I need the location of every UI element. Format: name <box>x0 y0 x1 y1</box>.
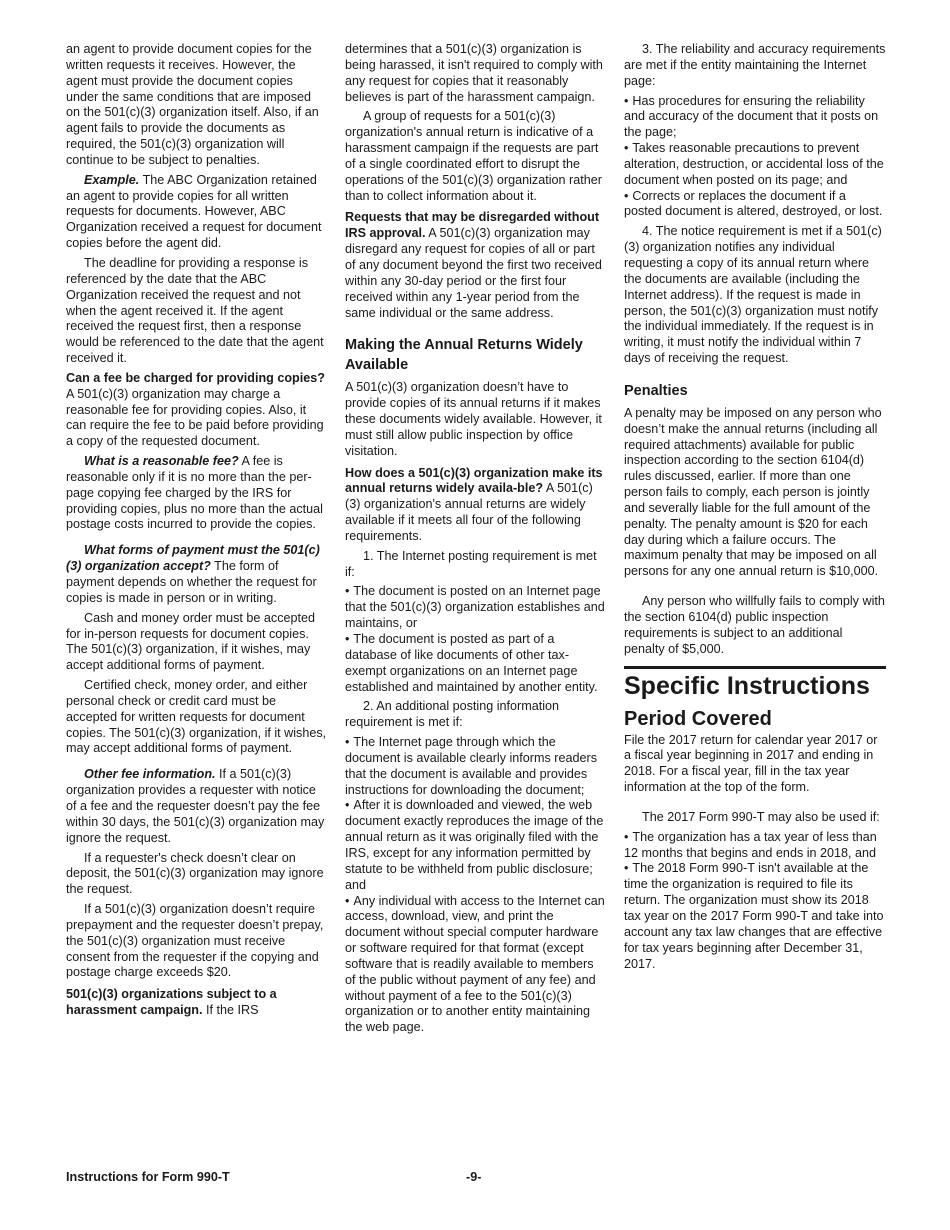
specific-instructions-heading: Specific Instructions <box>624 671 870 700</box>
paragraph: A 501(c)(3) organization doesn’t have to provide copies of its annual returns if it makes these documents widely available. However, it must still allow public inspection by office visitation. <box>345 380 602 458</box>
how-text: A 501(c)(3) organization's annual returns are widely available if it meets all four of the following requirements. <box>345 481 593 543</box>
column-2 <box>345 42 607 1036</box>
paragraph: A penalty may be imposed on any person who doesn’t make the annual returns (including all required attachments) available for public inspection according to the section 6104(d) rules discussed, earlier. If more than one person fails to comply, each person is jointly and severally liable for the full amount of the penalty. The penalty amount is $20 for each day during which a failure occurs. The maximum penalty that may be imposed on all persons for any one annual return is $10,000. <box>624 405 882 579</box>
fee-question-text: A 501(c)(3) organization may charge a reasonable fee for providing copies. Also, it can require the fee to be paid before providing a copy of the requested document. <box>66 386 324 449</box>
spacer <box>624 584 886 594</box>
example-lead: Example. <box>84 172 140 187</box>
bullet-item: • Any individual with access to the Internet can access, download, view, and print the document without special computer hardware or software required for that format (except software that is readily available to members of the public without payment of any fee) and without payment of a fee to the 501(c)(3) organization or to another entity maintaining the web page. <box>345 894 607 1037</box>
payment-lead: What forms of payment must the 501(c)(3) organization accept? <box>66 543 320 574</box>
footer-form-title: Instructions for Form 990-T <box>66 1170 230 1184</box>
other-fee-text: If a 501(c)(3) organization provides a requester with notice of a fee and the requester doesn’t pay the fee within 30 days, the 501(c)(3) organization may ignore the request. <box>66 767 325 845</box>
fee-question-lead: Can a fee be charged for providing copies? <box>66 370 325 385</box>
paragraph: Any person who willfully fails to comply with the section 6104(d) public inspection requirements is subject to an additional penalty of $5,000. <box>624 594 885 656</box>
disregard-text: A 501(c)(3) organization may disregard any request for copies of all or part of any document beyond the first two received within any 30-day period or the first four received within any 1-year period from the same individual or the same address. <box>345 226 602 320</box>
example-text: The ABC Organization retained an agent to provide copies for all written requests for documents. However, ABC Organization received a request for document copies before the agent did. <box>66 172 322 251</box>
requirement-1: 1. The Internet posting requirement is met if: <box>345 548 597 579</box>
harassment-lead: 501(c)(3) organizations subject to a harassment campaign. <box>66 987 277 1018</box>
bullet-item: • The document is posted as part of a database of like documents of other tax-exempt organizations on an Internet page established and maintained by another entity. <box>345 632 607 695</box>
paragraph: determines that a 501(c)(3) organization is being harassed, it isn't required to comply with any request for copies that it reasonably believes is part of the harassment campaign. <box>345 42 603 104</box>
bullet-item: • The organization has a tax year of less than 12 months that begins and ends in 2018, and <box>624 830 886 862</box>
example-paragraph <box>66 173 328 252</box>
reasonable-fee-text: A fee is reasonable only if it is no more than the per-page copying fee charged by the IRS for providing copies, plus no more than the actual postage costs incurred to provide the copies. <box>66 454 323 532</box>
bullet-item: • Has procedures for ensuring the reliability and accuracy of the document that it posts on the page; <box>624 94 886 142</box>
how-lead: How does a 501(c)(3) organization make its annual returns widely availa-ble? <box>345 465 603 496</box>
bullet-item: • After it is downloaded and viewed, the web document exactly reproduces the image of the annual return as it was originally filed with the IRS, except for any information permitted by statute to be withheld from public disclosure; and <box>345 798 607 893</box>
requirement-3: 3. The reliability and accuracy requirements are met if the entity maintaining the Internet page: <box>624 42 886 88</box>
paragraph: an agent to provide document copies for the written requests it receives. However, the agent must provide the document copies under the same conditions that are imposed on the 501(c)(3) organization itself. Also, if an agent fails to provide the documents as required, the 501(c)(3) organization will continue to be subject to penalties. <box>66 42 319 167</box>
payment-text: The form of payment depends on whether the request for copies is made in person or in writing. <box>66 559 317 605</box>
period-covered-heading: Period Covered <box>624 707 772 730</box>
fee-question-paragraph <box>66 371 328 450</box>
column-1 <box>66 42 328 1023</box>
spacer <box>624 800 886 810</box>
penalties-heading: Penalties <box>624 382 688 399</box>
bullet-item: • Takes reasonable precautions to prevent alteration, destruction, or accidental loss of the document when posted on its page; and <box>624 141 886 189</box>
other-fee-paragraph <box>66 767 328 846</box>
section-rule <box>624 666 886 669</box>
how-paragraph <box>345 466 607 545</box>
requirement-2: 2. An additional posting information requirement is met if: <box>345 699 560 730</box>
page-number: -9- <box>466 1170 482 1184</box>
reasonable-fee-paragraph <box>66 454 328 533</box>
column-3 <box>624 42 886 972</box>
paragraph: A group of requests for a 501(c)(3) organization's annual return is indicative of a harassment campaign if the requests are part of a single coordinated effort to disrupt the operations of the 501(c)(3) organization rather than to collect information about it. <box>345 109 602 203</box>
other-fee-lead: Other fee information. <box>84 767 216 782</box>
reasonable-fee-lead: What is a reasonable fee? <box>84 454 239 469</box>
bullet-item: • The Internet page through which the document is available clearly informs readers that the document is available and provides instructions for downloading the document; <box>345 735 607 798</box>
paragraph: The 2017 Form 990-T may also be used if: <box>642 809 880 824</box>
paragraph: If a 501(c)(3) organization doesn’t require prepayment and the requester doesn’t prepay, the 501(c)(3) organization must receive consent from the requester if the copying and postage charge exceeds $20. <box>66 902 324 980</box>
bullet-item: • The document is posted on an Internet page that the 501(c)(3) organization establishes and maintains, or <box>345 584 607 632</box>
bullet-item: • The 2018 Form 990-T isn't available at the time the organization is required to file its return. The organization must show its 2018 tax year on the 2017 Form 990-T and take into account any tax law changes that are effective for tax years beginning after December 31, 2017. <box>624 861 886 972</box>
bullet-item: • Corrects or replaces the document if a posted document is altered, destroyed, or lost. <box>624 189 886 221</box>
payment-paragraph <box>66 543 328 606</box>
disregard-lead: Requests that may be disregarded without IRS approval. <box>345 210 600 241</box>
paragraph: If a requester's check doesn’t clear on deposit, the 501(c)(3) organization may ignore the request. <box>66 850 324 897</box>
requirement-4: 4. The notice requirement is met if a 501(c)(3) organization notifies any individual requesting a copy of its annual return where the documents are available (including the Internet address). If the request is made in person, the 501(c)(3) organization must notify the individual immediately. If the request is in writing, it must notify the individual within 7 days of receiving the request. <box>624 224 882 366</box>
section-heading: Making the Annual Returns Widely Available <box>345 337 583 374</box>
harassment-paragraph <box>66 987 328 1019</box>
paragraph: Certified check, money order, and either personal check or credit card must be accepted for written requests for document copies. The 501(c)(3) organization, if it wishes, may accept additional forms of payment. <box>66 678 327 756</box>
paragraph: File the 2017 return for calendar year 2017 or a fiscal year beginning in 2017 and ending in 2018. For a fiscal year, fill in the tax year information at the top of the form. <box>624 732 878 795</box>
disregard-paragraph <box>345 210 607 321</box>
harassment-text: If the IRS <box>202 1003 259 1018</box>
paragraph: Cash and money order must be accepted for in-person requests for document copies. The 501(c)(3) organization, if it wishes, may accept additional forms of payment. <box>66 610 316 673</box>
paragraph: The deadline for providing a response is referenced by the date that the ABC Organization received the request and not when the agent received it. If the agent received the request first, then a response would be referenced to the date that the agent received it. <box>66 255 324 366</box>
